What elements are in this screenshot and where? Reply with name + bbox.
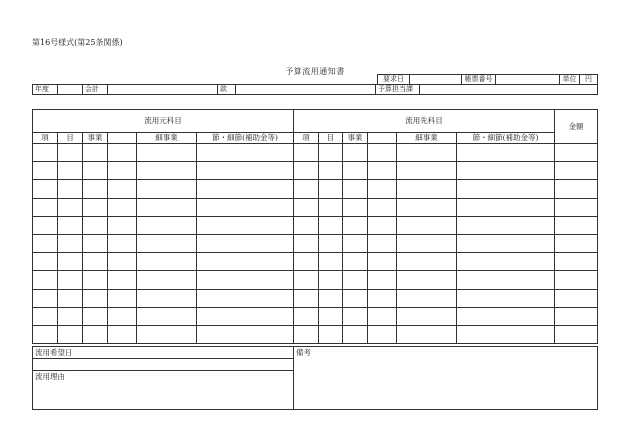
table-cell[interactable] [108,289,137,307]
table-cell[interactable] [137,234,197,252]
table-cell[interactable] [397,216,457,234]
table-cell[interactable] [294,325,319,343]
table-row [33,271,598,289]
table-cell[interactable] [33,198,58,216]
table-cell[interactable] [108,198,137,216]
table-cell[interactable] [294,216,319,234]
table-cell[interactable] [457,271,555,289]
item-label: 款 [218,85,236,95]
table-cell[interactable] [58,180,83,198]
table-cell[interactable] [197,325,294,343]
source-moku-header: 目 [58,133,83,144]
table-cell[interactable] [343,253,368,271]
form-number: 第16号様式(第25条関係) [32,38,123,47]
table-cell[interactable] [137,307,197,325]
table-cell[interactable] [108,325,137,343]
table-cell[interactable] [555,307,598,325]
table-cell[interactable] [368,144,397,162]
table-cell[interactable] [343,289,368,307]
target-blank-header [368,133,397,144]
table-cell[interactable] [319,271,343,289]
table-cell[interactable] [197,307,294,325]
table-cell[interactable] [319,325,343,343]
table-cell[interactable] [343,307,368,325]
table-cell[interactable] [555,162,598,180]
fiscal-year-field[interactable] [58,85,83,95]
table-cell[interactable] [33,271,58,289]
table-cell[interactable] [58,325,83,343]
table-cell[interactable] [137,289,197,307]
table-cell[interactable] [343,216,368,234]
table-cell[interactable] [397,253,457,271]
table-cell[interactable] [83,307,108,325]
table-cell[interactable] [197,271,294,289]
table-cell[interactable] [319,180,343,198]
table-cell[interactable] [368,180,397,198]
source-setsu-header: 節・細節(補助金等) [197,133,294,144]
table-cell[interactable] [137,162,197,180]
table-row [33,216,598,234]
reason-field[interactable] [33,371,294,410]
table-cell[interactable] [368,198,397,216]
table-cell[interactable] [319,144,343,162]
reason-label: 流用理由 [35,372,65,381]
table-cell[interactable] [197,162,294,180]
table-cell[interactable] [83,253,108,271]
table-cell[interactable] [457,289,555,307]
table-body [33,144,598,344]
table-cell[interactable] [108,216,137,234]
table-cell[interactable] [368,253,397,271]
desired-date-blank[interactable] [33,359,294,371]
table-cell[interactable] [555,325,598,343]
table-cell[interactable] [33,144,58,162]
table-row [33,144,598,162]
table-cell[interactable] [555,271,598,289]
table-cell[interactable] [83,162,108,180]
table-cell[interactable] [319,253,343,271]
table-cell[interactable] [368,325,397,343]
table-cell[interactable] [457,234,555,252]
request-date-label: 要求日 [378,75,410,85]
table-cell[interactable] [555,180,598,198]
table-cell[interactable] [343,198,368,216]
table-cell[interactable] [58,216,83,234]
table-cell[interactable] [58,144,83,162]
table-cell[interactable] [33,216,58,234]
table-cell[interactable] [58,271,83,289]
table-cell[interactable] [137,325,197,343]
source-kou-header: 項 [33,133,58,144]
table-cell[interactable] [294,253,319,271]
table-cell[interactable] [294,198,319,216]
table-cell[interactable] [555,253,598,271]
table-cell[interactable] [457,144,555,162]
table-cell[interactable] [137,198,197,216]
table-cell[interactable] [397,325,457,343]
transfer-table [32,109,598,344]
budget-meta-table [32,84,598,95]
table-row [33,307,598,325]
table-cell[interactable] [294,289,319,307]
fiscal-year-label: 年度 [33,85,58,95]
table-cell[interactable] [368,289,397,307]
table-cell[interactable] [83,144,108,162]
table-cell[interactable] [294,271,319,289]
target-kou-header: 項 [294,133,319,144]
table-cell[interactable] [555,216,598,234]
desired-date-label: 流用希望日 [35,348,73,357]
table-cell[interactable] [33,180,58,198]
table-cell[interactable] [294,144,319,162]
table-cell[interactable] [555,289,598,307]
table-cell[interactable] [58,307,83,325]
table-cell[interactable] [294,234,319,252]
table-row [33,325,598,343]
table-cell[interactable] [108,271,137,289]
table-cell[interactable] [319,307,343,325]
source-sai-jigyou-header: 細事業 [137,133,197,144]
table-cell[interactable] [108,253,137,271]
table-cell[interactable] [457,198,555,216]
table-cell[interactable] [397,234,457,252]
table-cell[interactable] [294,180,319,198]
remarks-field[interactable] [294,347,598,410]
table-row [33,162,598,180]
target-subject-header: 流用先科目 [294,110,555,133]
unit-value: 円 [580,75,598,85]
table-cell[interactable] [319,216,343,234]
table-cell[interactable] [58,198,83,216]
table-cell[interactable] [108,234,137,252]
document-title: 予算流用通知書 [285,67,345,76]
table-cell[interactable] [368,162,397,180]
table-cell[interactable] [108,307,137,325]
table-cell[interactable] [343,271,368,289]
table-cell[interactable] [58,289,83,307]
unit-label: 単位 [560,75,580,85]
table-cell[interactable] [319,234,343,252]
table-cell[interactable] [197,180,294,198]
voucher-number-label: 帳票番号 [462,75,496,85]
table-cell[interactable] [83,325,108,343]
table-cell[interactable] [319,162,343,180]
table-cell[interactable] [457,307,555,325]
table-cell[interactable] [83,198,108,216]
table-cell[interactable] [197,234,294,252]
department-label: 予算担当課 [376,85,420,95]
table-cell[interactable] [397,198,457,216]
amount-header: 金額 [555,110,598,144]
table-cell[interactable] [83,180,108,198]
table-cell[interactable] [137,180,197,198]
voucher-number-field[interactable] [496,75,560,85]
target-moku-header: 目 [319,133,343,144]
table-cell[interactable] [197,216,294,234]
table-cell[interactable] [83,289,108,307]
table-cell[interactable] [83,234,108,252]
table-cell[interactable] [108,180,137,198]
table-cell[interactable] [108,162,137,180]
table-cell[interactable] [58,253,83,271]
table-cell[interactable] [368,216,397,234]
table-cell[interactable] [343,234,368,252]
target-sai-jigyou-header: 細事業 [397,133,457,144]
table-cell[interactable] [137,271,197,289]
table-cell[interactable] [343,180,368,198]
bottom-fields-table [32,346,598,410]
source-blank-header [108,133,137,144]
table-cell[interactable] [397,289,457,307]
table-row [33,180,598,198]
source-jigyou-header: 事業 [83,133,108,144]
table-cell[interactable] [197,144,294,162]
source-subject-header: 流用元科目 [33,110,294,133]
table-cell[interactable] [457,253,555,271]
table-cell[interactable] [294,307,319,325]
table-cell[interactable] [197,198,294,216]
table-cell[interactable] [33,307,58,325]
table-cell[interactable] [33,289,58,307]
table-cell[interactable] [319,289,343,307]
table-cell[interactable] [343,325,368,343]
department-field[interactable] [420,85,598,95]
table-cell[interactable] [197,253,294,271]
table-cell[interactable] [397,162,457,180]
table-cell[interactable] [368,234,397,252]
table-cell[interactable] [555,234,598,252]
table-cell[interactable] [83,216,108,234]
table-cell[interactable] [397,144,457,162]
table-cell[interactable] [397,180,457,198]
table-cell[interactable] [137,253,197,271]
target-setsu-header: 節・細節(補助金等) [457,133,555,144]
table-cell[interactable] [555,144,598,162]
table-cell[interactable] [368,307,397,325]
table-cell[interactable] [33,162,58,180]
table-cell[interactable] [319,198,343,216]
table-cell[interactable] [197,289,294,307]
table-row [33,289,598,307]
account-label: 会計 [83,85,108,95]
table-row [33,234,598,252]
table-cell[interactable] [108,144,137,162]
table-cell[interactable] [83,271,108,289]
table-cell[interactable] [343,162,368,180]
remarks-label: 備考 [296,348,311,357]
table-cell[interactable] [33,234,58,252]
table-cell[interactable] [555,198,598,216]
table-cell[interactable] [457,162,555,180]
item-field[interactable] [236,85,376,95]
table-cell[interactable] [137,144,197,162]
table-cell[interactable] [457,180,555,198]
table-cell[interactable] [33,325,58,343]
table-row [33,253,598,271]
table-cell[interactable] [368,271,397,289]
request-date-field[interactable] [410,75,462,85]
table-cell[interactable] [457,325,555,343]
table-cell[interactable] [397,307,457,325]
table-cell[interactable] [397,271,457,289]
desired-date-field[interactable] [33,347,294,359]
table-cell[interactable] [294,162,319,180]
table-cell[interactable] [137,216,197,234]
table-cell[interactable] [343,144,368,162]
table-cell[interactable] [58,234,83,252]
table-cell[interactable] [58,162,83,180]
table-row [33,198,598,216]
table-cell[interactable] [33,253,58,271]
target-jigyou-header: 事業 [343,133,368,144]
table-cell[interactable] [457,216,555,234]
account-field[interactable] [108,85,218,95]
